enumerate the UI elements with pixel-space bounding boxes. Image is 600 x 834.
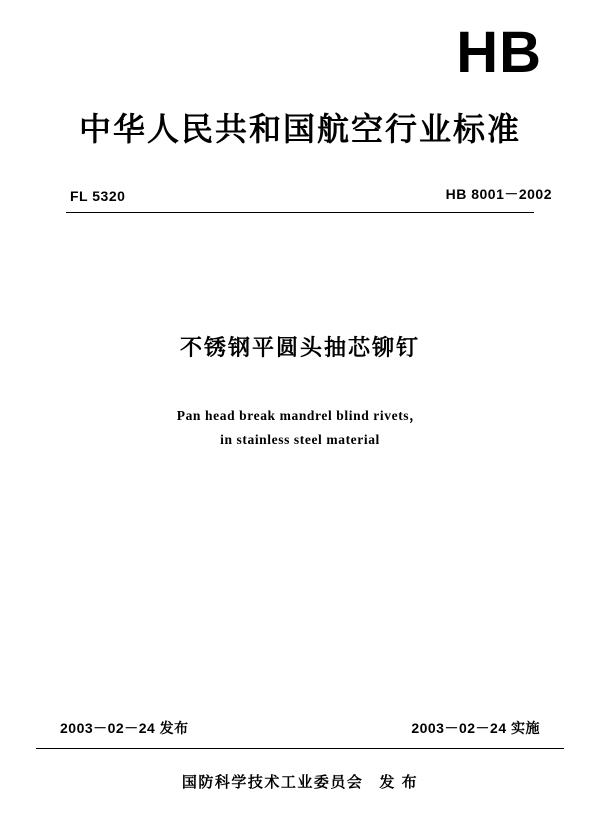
issue-date: 2003－02－24 发布 (60, 720, 189, 736)
issuer-name: 国防科学技术工业委员会 (181, 774, 364, 791)
document-title-en (30, 404, 570, 451)
issuer-action: 发 布 (379, 774, 419, 791)
classification-code: FL 5320 (70, 188, 126, 204)
issuer-line (30, 771, 570, 834)
effective-date: 2003－02－24 实施 (411, 720, 540, 736)
footer-divider (36, 748, 564, 749)
standard-org-title: 中华人民共和国航空行业标准 (78, 111, 521, 147)
dates-row (30, 718, 570, 738)
standard-number: HB 8001－2002 (445, 186, 552, 202)
document-title-cn: 不锈钢平圆头抽芯铆钉 (179, 335, 420, 360)
hb-logo: HB (456, 20, 542, 85)
cover-footer (30, 718, 570, 834)
header-divider (66, 212, 534, 213)
document-title-en-line1: Pan head break mandrel blind rivets， (176, 408, 424, 423)
identifier-row (30, 184, 570, 204)
document-title-en-line2: in stainless steel material (220, 431, 380, 447)
